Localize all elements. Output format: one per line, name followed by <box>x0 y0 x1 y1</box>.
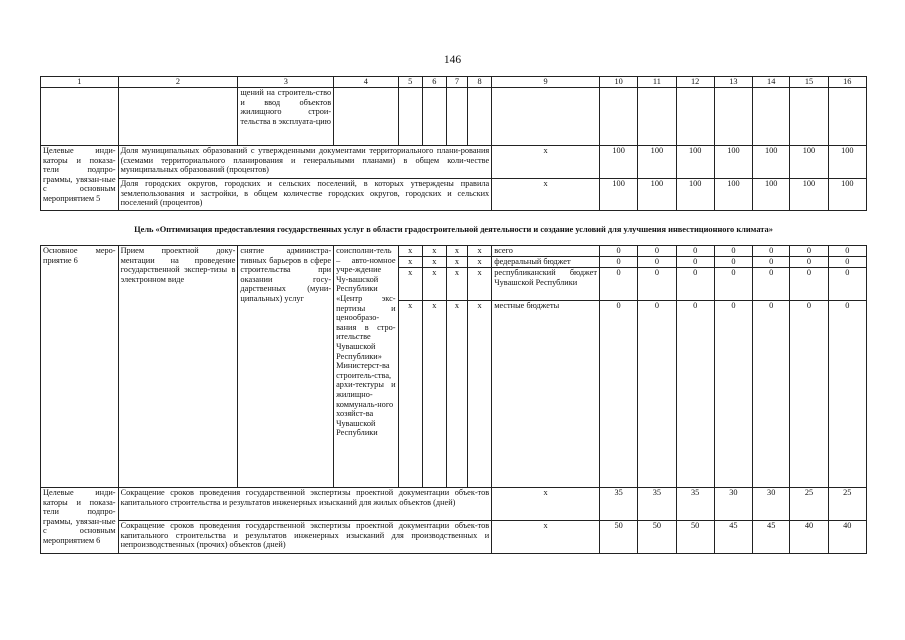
indicator-value: 100 <box>638 179 676 211</box>
funding-value: 0 <box>828 246 866 257</box>
col-number: 13 <box>714 77 752 88</box>
funding-value: 0 <box>638 301 676 488</box>
indicator-value: 30 <box>714 488 752 521</box>
col-number: 11 <box>638 77 676 88</box>
funding-source: местные бюджеты <box>492 301 600 488</box>
col-number: 5 <box>398 77 422 88</box>
funding-value: 0 <box>638 268 676 301</box>
indicator-value: 40 <box>828 521 866 554</box>
funding-value: 0 <box>676 301 714 488</box>
indicator-value: 100 <box>828 146 866 179</box>
funding-value: 0 <box>638 246 676 257</box>
funding-value: 0 <box>676 257 714 268</box>
indicator-text: Доля муниципальных образований с утвержденными документами территориального плани-рования (схемами территориального планирования и генеральными планами) в общем коли-честве муниципальных образований (процентов) <box>118 146 492 179</box>
funding-mark: x <box>446 301 467 488</box>
continued-result-text: щений на строитель-ство и ввод объектов жилищного строи-тельства в эксплуата-цию <box>238 88 334 146</box>
funding-value: 0 <box>714 301 752 488</box>
continuation-row <box>41 88 867 146</box>
column-number-row <box>41 77 867 88</box>
col-number: 16 <box>828 77 866 88</box>
indicator-value: 100 <box>676 179 714 211</box>
indicator-value: 100 <box>676 146 714 179</box>
funding-value: 0 <box>753 246 790 257</box>
funding-mark: x <box>422 246 446 257</box>
funding-value: 0 <box>753 268 790 301</box>
col-number: 14 <box>753 77 790 88</box>
funding-value: 0 <box>790 257 828 268</box>
funding-mark: x <box>398 301 422 488</box>
indicator-value: 50 <box>638 521 676 554</box>
indicator-text: Сокращение сроков проведения государственной экспертизы проектной документации объек-тов капитального строительства и результатов инженерных изысканий для производственных и непроизводственных (прочих) объектов (дней) <box>118 521 492 554</box>
funding-value: 0 <box>600 301 638 488</box>
indicator-value: 40 <box>790 521 828 554</box>
activity-result: снятие администра-тивных барьеров в сфере строительства при оказании госу-дарственных (муни-ципальных) услуг <box>238 246 334 488</box>
indicator-mark: x <box>492 179 600 211</box>
funding-mark: x <box>398 257 422 268</box>
funding-mark: x <box>422 268 446 301</box>
funding-value: 0 <box>828 257 866 268</box>
funding-value: 0 <box>753 257 790 268</box>
goal-heading: Цель «Оптимизация предоставления государственных услуг в области градостроительной деятельности и создание условий для улучшения инвестиционного климата» <box>134 225 773 234</box>
program-table-top <box>40 76 867 211</box>
funding-mark: x <box>422 257 446 268</box>
funding-value: 0 <box>828 268 866 301</box>
col-number: 8 <box>468 77 492 88</box>
funding-mark: x <box>468 301 492 488</box>
funding-mark: x <box>422 301 446 488</box>
col-number: 4 <box>334 77 398 88</box>
program-table-bottom <box>40 245 867 554</box>
col-number: 3 <box>238 77 334 88</box>
indicator-value: 100 <box>600 146 638 179</box>
indicator-label: Целевые инди-каторы и показа-тели подпро-граммы, увязан-ные с основным мероприятием 5 <box>41 146 119 211</box>
activity-executor: соисполни-тель – авто-номное учре-ждение Чу-вашской Республики «Центр экс-пертизы и ценообразо-вания в стро-ительстве Чувашской Республики» Министерст-ва строитель-ства, архи-тектуры и жилищно-коммуналь-ного хозяйст-ва Чувашской Республики <box>334 246 398 488</box>
funding-value: 0 <box>714 257 752 268</box>
indicator-value: 50 <box>676 521 714 554</box>
funding-source: федеральный бюджет <box>492 257 600 268</box>
indicator-value: 25 <box>790 488 828 521</box>
col-number: 12 <box>676 77 714 88</box>
funding-mark: x <box>468 268 492 301</box>
col-number: 9 <box>492 77 600 88</box>
indicator-value: 100 <box>790 179 828 211</box>
col-number: 6 <box>422 77 446 88</box>
indicator-value: 100 <box>638 146 676 179</box>
indicator-value: 35 <box>638 488 676 521</box>
indicator-value: 35 <box>600 488 638 521</box>
funding-value: 0 <box>790 246 828 257</box>
indicator-value: 100 <box>714 146 752 179</box>
funding-source: всего <box>492 246 600 257</box>
indicator-row <box>41 146 867 179</box>
col-number: 1 <box>41 77 119 88</box>
indicator-value: 100 <box>790 146 828 179</box>
indicator-value: 45 <box>753 521 790 554</box>
indicator-value: 100 <box>714 179 752 211</box>
col-number: 7 <box>446 77 467 88</box>
funding-mark: x <box>446 268 467 301</box>
funding-mark: x <box>398 268 422 301</box>
indicator-label: Целевые инди-каторы и показа-тели подпро-граммы, увязан-ные с основным мероприятием 6 <box>41 488 119 554</box>
funding-source: республиканский бюджет Чувашской Республики <box>492 268 600 301</box>
indicator-value: 100 <box>600 179 638 211</box>
funding-mark: x <box>398 246 422 257</box>
activity-description: Прием проектной доку-ментации на проведение государственной экспер-тизы в электронном виде <box>118 246 238 488</box>
activity-label: Основное меро-приятие 6 <box>41 246 119 488</box>
funding-mark: x <box>468 246 492 257</box>
indicator-value: 100 <box>753 179 790 211</box>
funding-value: 0 <box>638 257 676 268</box>
indicator-row <box>41 488 867 521</box>
funding-value: 0 <box>790 268 828 301</box>
funding-value: 0 <box>828 301 866 488</box>
funding-value: 0 <box>600 268 638 301</box>
funding-mark: x <box>446 257 467 268</box>
indicator-value: 100 <box>828 179 866 211</box>
indicator-value: 30 <box>753 488 790 521</box>
indicator-mark: x <box>492 521 600 554</box>
funding-value: 0 <box>600 257 638 268</box>
col-number: 2 <box>118 77 238 88</box>
indicator-value: 50 <box>600 521 638 554</box>
indicator-value: 100 <box>753 146 790 179</box>
indicator-row <box>41 521 867 554</box>
indicator-mark: x <box>492 146 600 179</box>
indicator-text: Сокращение сроков проведения государственной экспертизы проектной документации объек-тов капитального строительства и результатов инженерных изысканий для жилых объектов (дней) <box>118 488 492 521</box>
indicator-value: 25 <box>828 488 866 521</box>
indicator-value: 35 <box>676 488 714 521</box>
col-number: 15 <box>790 77 828 88</box>
funding-value: 0 <box>676 268 714 301</box>
col-number: 10 <box>600 77 638 88</box>
funding-mark: x <box>468 257 492 268</box>
funding-value: 0 <box>676 246 714 257</box>
funding-value: 0 <box>714 268 752 301</box>
funding-value: 0 <box>714 246 752 257</box>
funding-value: 0 <box>790 301 828 488</box>
indicator-value: 45 <box>714 521 752 554</box>
funding-row <box>41 246 867 257</box>
funding-mark: x <box>446 246 467 257</box>
indicator-mark: x <box>492 488 600 521</box>
indicator-row <box>41 179 867 211</box>
indicator-text: Доля городских округов, городских и сельских поселений, в которых утверждены правила землепользования и застройки, в общем количестве городских округов, городских и сельских поселений (процентов) <box>118 179 492 211</box>
page-number: 146 <box>443 54 462 66</box>
funding-value: 0 <box>753 301 790 488</box>
funding-value: 0 <box>600 246 638 257</box>
